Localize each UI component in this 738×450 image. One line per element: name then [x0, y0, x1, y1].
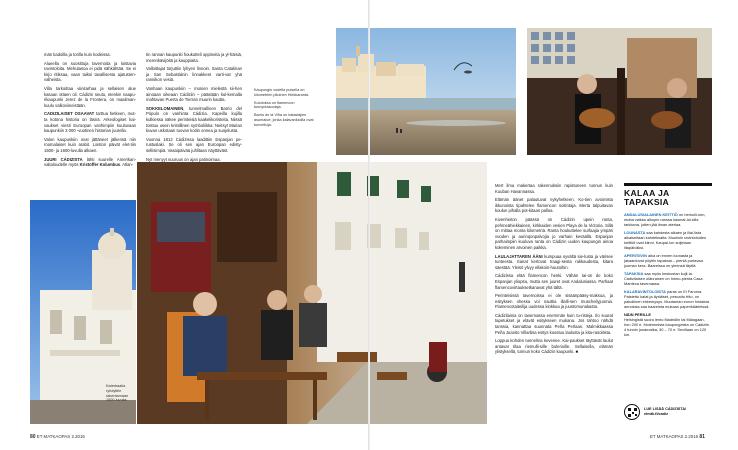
- lead-in: JUURI CÁDIZISTA: [44, 156, 83, 162]
- page-number: 81: [699, 434, 705, 440]
- gutter: [368, 0, 370, 450]
- cathedral-caption: Katedraalia ryhdyttiin rakentamaan 1500-luvulla.: [106, 384, 129, 403]
- caption: Barrio de la Viña on kalastajien asumalue, jonka kalavankioilla ovat tunnettuja.: [254, 113, 314, 127]
- paragraph: Kivenheiton päässä on Cádizin upein ranta, pehmeähiekkainen, kirkkaiden vesien Playa de la Victoria. Sillä on mittaa monta kilometriä. Ranta houkuttelee surfaajia ympäri vuoden ja aurinqonpalvojia jo varhain keväällä. Espanjan parhaimpiin kuuluva ranta on Cádizin uuden kaupungin ainoa kokeminen arvoinen paikka.: [495, 216, 613, 250]
- paragraph: CADIZILAISET OSAAVAT tarttua hetkeen, mut-ta kotona historia on läsnä. Arkeologiset kai-vaukset viesti Euroopan vanhimpiin kuuluvaan kaupunkiin 3 000 -vuotinen historian juurella.: [44, 111, 136, 134]
- paragraph: Valon kaupunkiin ovat jättäneet jälkensä niin roomalaiset kuin arabit. Loiston päivät elet-tiin 1500- ja 1600-luvulla alkaen.: [44, 136, 136, 153]
- paragraph: Perinteisissä tavernoissa ei ole sisäänpääsy-maksua, ja esityksen ohessa voi nauttia illalli-sen muscheilyjuomia. Flamencotaiteilija uudessa kinkkua ja juustomunakasta.: [495, 293, 613, 310]
- sidebar-item: LOUNASTA saa kahdesta alkaen ja illal-lista alkaiseltaan kahdeksalta. Muulloin ravintoloiden keittiöt ovat kiinni. Kaupal-lon suljetaan iltapäiväksi.: [624, 230, 707, 250]
- paragraph: Cádizissa elää flamencon henki. Vähän tai-on de koko Espanjan yliopsa, mutta sen juuret ovat Andalusiassa. Parhaat flamencovirtauksetkanavat yhä tältä.: [495, 273, 613, 290]
- end-mark: ■: [575, 349, 579, 355]
- read-more-text: LUE LISÄÄ CÁDIZISTA! etmtk.fi/cadiz: [644, 407, 687, 416]
- sidebar-item: KALARAVINTOLOISTA paras on El Faroma. Paistettu kalat ja äyriäiset, pescaíto frito, on pakollinen ehkemysys. Muutaman euron hintaisia annoksia saa baareista mukaan paperikäärieissä.: [624, 289, 710, 309]
- street-cafe-photo: [137, 162, 487, 424]
- publication-name: ET MATKAOPAS 2.2016: [36, 434, 85, 439]
- paragraph: LAULAJATTAREN ÄÄNI kumpuaa syvältä sie-lusta ja värisee tunteesta. Sanat kertovat traagi-sesta rakkaudesta, kitara säestää. Yleisö ylvyy ellakoin-huutoihin.: [495, 253, 613, 270]
- paragraph: Vuonna 1812 Cádizissa laadittiin Espanjan pe-rustuslaki. Se oli sen ajan Euroopan edisty-sellisimpiä. Vasaipäivää juhlitaan näyttäväst.: [146, 136, 242, 153]
- lead-in: CADIZILAISET OSAAVAT: [44, 111, 95, 117]
- image-captions: [254, 88, 316, 131]
- flamenco-musicians-photo: [527, 28, 712, 155]
- sidebar-title: KALAA JA TAPAKSIA: [624, 188, 670, 207]
- paragraph: SOKKELOMAINEN, tunnelmallinen Barrio del Pópulo on vanhinta Cádizia. Kapeilla kujilla kulkiessa näkee perinteisiä kaakelikoristeita. Niissä toistuu usein kristillinen symboliikka: Neitsyt Marian kuvan uskotaan tuovan kotiin onnea ja suojelusta.: [146, 105, 242, 134]
- caption: Kolotoksa on flamencon tunnyntasoolaja.: [254, 100, 295, 110]
- sidebar-item-getting-there: NÄIN PERILLE Helsingistä suora lento Madridiin tai Málagaan, hon 200 e. Molemmista kaupungeista on Cádiziin 4 tunnin junamatka, 30 – 70 e. Sevillaan on 120 km.: [624, 312, 709, 337]
- sidebar-item: TAPAKSIA saa myös keskustan kujil-la. Cádizilaisen olänrainen on hirmu-pienta Casa Manteca tavernassa.: [624, 271, 703, 286]
- beach-photo: [336, 28, 516, 155]
- sidebar-box: [624, 183, 712, 340]
- qr-code-icon: [624, 404, 640, 420]
- page-number: 80: [30, 434, 36, 440]
- paragraph: Alueella on suosittuja tavernoita ja loistavia ravintoloita. Mehutasoa ei pidä sähkähtää. Se ei kirjo ritiksaa, vaan taiksi tavallisesta ajatusten-valheista.: [44, 60, 136, 83]
- lead-in: LAULAJATTAREN ÄÄNI: [495, 253, 543, 259]
- paragraph: tin rannan kaupunki houkutteli oppineita ja yl-häisiä, merenkävijöitä ja kauppiaita.: [146, 52, 242, 63]
- left-text-column-1: [44, 52, 136, 171]
- right-text-column: [495, 183, 613, 358]
- left-text-column-2: [146, 52, 242, 165]
- paragraph: Loppua kohden tunnelma kevenee. Kai-paukset täyttävät laulut antavat tilaa riemulli-sille bulerioille. Sellaisella, elämän ylistyksellä, tunnun koko Cádizin kaupunki. ■: [495, 338, 613, 355]
- paragraph: Nyt menyyt suuruus on ajan patinoimaa.: [146, 156, 221, 162]
- left-folio: [30, 434, 85, 440]
- paragraph: Cádizilainia on tavernassa enemmän kuin tu-risteja. Ilo suurat tapetukset ja elävät esitykseen mukana. Jos tahtoo nähdä tanssia, kannattaa suunnata Peña Perlaan. Malmikkaassa Peña Juanito Villarbsa esitys koostuu laulusta ja kita-rasoitista.: [495, 312, 613, 335]
- caption: Kaupungin vodella puisella on kilometrien pituinen Hiekkaranta.: [254, 88, 310, 97]
- sidebar-item: APERITIIVIN aika on ennen lounasta ja jakaantuvat pöytiin tapaksia – pieniä purtavaa juoman kera. Baareissa on yleensä täyttä.: [624, 253, 703, 268]
- read-more-tip[interactable]: [624, 404, 712, 420]
- paragraph: Villa tarkoittaa viinitarhaa ja sellaisen alue kasaan ottaen oli. Cádizin seutu, etenkin naapu-rikaupunki Jerez de la Frontera, on maailman-kuulu valkoviineistään.: [44, 85, 136, 108]
- paragraph: Valloittajat torjuttiin lyhyen linnoin. Santa Catalinan ja San Sebastiánin linnakkeet varti-vat yhä rannikon vesiä.: [146, 66, 242, 83]
- publication-name: ET MATKAOPAS 2.2016: [650, 434, 699, 439]
- sidebar-rule: [624, 183, 712, 186]
- paragraph: Mert ilma makertaa rakennuksiin rapistuneen tunnun kuin Kuuban Havannassa.: [495, 183, 613, 194]
- right-folio: [650, 434, 705, 440]
- paragraph: Elämän äänet palautuvat nykyhetkeen. Ko-tien avoimista ikkunoista tipahtelee flamencon soitintaja. Merta talpuitavan koulun pihalla pot-kitaan palloa.: [495, 197, 613, 214]
- paragraph: Vanhaan kaupunkiin – monien mielestä sii-hen ainoaan oikeaan Cádiziin – päästään kul-kemalla mahtavan Puerta de Tierran muurin kautta.: [146, 85, 242, 103]
- lead-in: SOKKELOMAINEN: [146, 105, 184, 111]
- paragraph: män kadoilla ja torilla kuin kodeissa.: [44, 52, 111, 57]
- paragraph: JUURI CÁDIZISTA lähti suurelle Amerikan-valtaloudelle myös Kristoffer Kolumbus. Atlan-: [44, 156, 136, 168]
- sidebar-item: ANDALUSIALAINEN KEITTIÖ on herkulli-nen, mutta vaikka alkupin ranssa kasmal-lai silla tarkkana, jotten jää ilman ateriaa.: [624, 212, 706, 227]
